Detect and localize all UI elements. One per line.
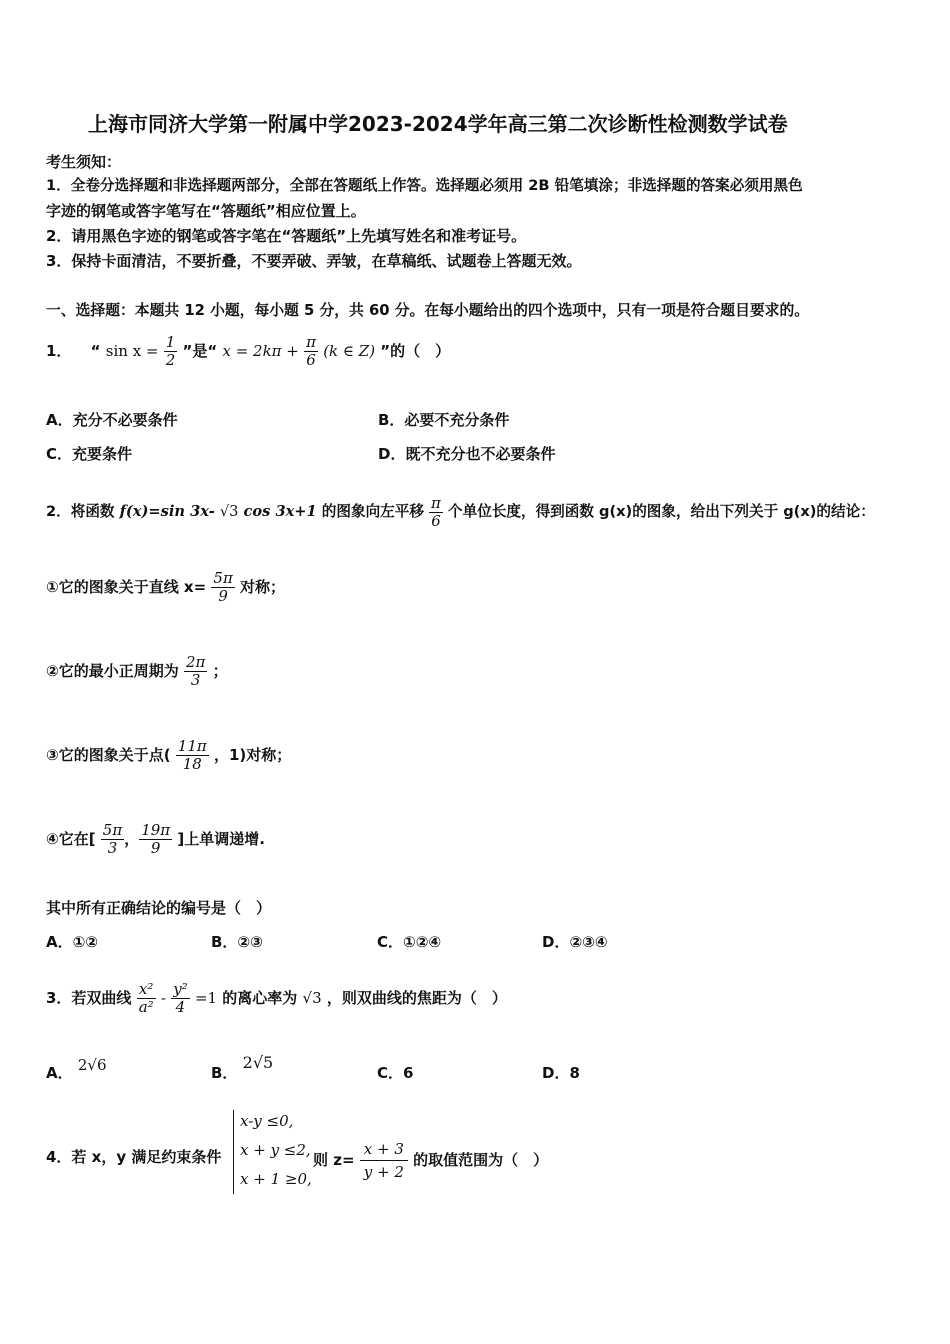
q1-option-a[interactable]: A．充分不必要条件 bbox=[46, 411, 178, 429]
q1-tail: ”的（ ） bbox=[380, 342, 451, 360]
q3-equals-one: =1 bbox=[194, 989, 218, 1007]
q3-a2: a² bbox=[138, 998, 154, 1016]
q2-cos-term: cos 3x+1 bbox=[243, 503, 317, 520]
q3-sqrt3: √3 bbox=[302, 989, 322, 1007]
notice-heading: 考生须知： bbox=[46, 153, 122, 171]
page-title: 上海市同济大学第一附属中学2023-2024学年高三第二次诊断性检测数学试卷 bbox=[88, 112, 788, 136]
q2-conclusion-1 bbox=[46, 562, 285, 612]
q2-c1-fraction bbox=[211, 570, 234, 605]
q2-shift-num: π bbox=[431, 493, 441, 512]
q3-option-b-value: 2√5 bbox=[242, 1053, 274, 1072]
q2-c3-num: 11π bbox=[177, 737, 207, 755]
q3-y-fraction bbox=[171, 981, 190, 1016]
question-3 bbox=[46, 972, 507, 1024]
q2-c3-fraction bbox=[176, 738, 209, 773]
q2-option-a[interactable]: A．①② bbox=[46, 933, 99, 951]
q1-expression: x = 2kπ + bbox=[222, 342, 299, 360]
q4-num: x + 3 bbox=[360, 1138, 408, 1161]
q3-option-a-label: A． bbox=[46, 1064, 73, 1082]
q2-c4-lead: ④它在[ bbox=[46, 830, 96, 848]
q4-objective bbox=[313, 1138, 549, 1181]
q2-option-b[interactable]: B．②③ bbox=[211, 933, 263, 951]
q3-option-a-value: 2√6 bbox=[77, 1056, 107, 1074]
q2-c2-den: 3 bbox=[190, 671, 201, 689]
q1-mid: ”是“ bbox=[182, 342, 218, 360]
q2-shift-den: 6 bbox=[431, 511, 441, 530]
q1-pi-num: π bbox=[306, 333, 316, 351]
q2-c2-num: 2π bbox=[185, 653, 206, 671]
q1-number: 1． bbox=[46, 342, 72, 360]
q1-pi-den: 6 bbox=[306, 351, 316, 369]
q3-option-b-label: B． bbox=[211, 1064, 238, 1082]
q1-option-c[interactable]: C．充要条件 bbox=[46, 445, 133, 463]
q4-constraint-3: x + 1 ≥0, bbox=[240, 1170, 312, 1188]
q3-option-b[interactable] bbox=[211, 1053, 274, 1083]
q1-half-den: 2 bbox=[165, 351, 176, 369]
question-1 bbox=[46, 331, 450, 371]
q2-conclusion-4 bbox=[46, 814, 265, 864]
q1-half-num: 1 bbox=[165, 333, 176, 351]
q4-fraction bbox=[360, 1138, 408, 1183]
q3-x-fraction bbox=[137, 981, 156, 1016]
q4-constraint-2: x + y ≤2, bbox=[240, 1141, 311, 1159]
q2-c4-fraction-2 bbox=[139, 822, 172, 857]
q2-c2-fraction bbox=[184, 654, 207, 689]
q3-option-d[interactable]: D．8 bbox=[542, 1064, 580, 1082]
q3-four: 4 bbox=[175, 998, 186, 1016]
q2-c1-lead: ①它的图象关于直线 x= bbox=[46, 578, 207, 596]
q2-option-c[interactable]: C．①②④ bbox=[377, 933, 442, 951]
q2-ask: 其中所有正确结论的编号是（ ） bbox=[46, 899, 272, 917]
q2-c1-num: 5π bbox=[213, 569, 233, 587]
q2-c3-lead: ③它的图象关于点( bbox=[46, 746, 171, 764]
q4-constraint-1: x-y ≤0, bbox=[240, 1112, 294, 1130]
q2-sqrt3: √3 bbox=[219, 503, 239, 520]
q3-x2: x² bbox=[137, 981, 156, 999]
q4-tail: 的取值范围为（ ） bbox=[413, 1151, 549, 1169]
q3-y2: y² bbox=[173, 980, 188, 998]
section-heading: 一、选择题：本题共 12 小题，每小题 5 分，共 60 分。在每小题给出的四个选项中，只有一项是符合题目要求的。 bbox=[46, 302, 810, 319]
q2-c2-tail: ； bbox=[212, 662, 228, 680]
q1-half-fraction bbox=[164, 334, 178, 369]
q4-mid: 则 z= bbox=[313, 1151, 355, 1169]
q2-conclusion-2 bbox=[46, 646, 228, 696]
q2-c4-fraction-1 bbox=[101, 822, 124, 857]
q2-c4-num-1: 5π bbox=[102, 821, 123, 839]
q2-tail: 个单位长度，得到函数 g(x)的图象，给出下列关于 g(x)的结论： bbox=[448, 503, 875, 520]
q1-open-quote: “ bbox=[90, 342, 101, 360]
q1-option-d[interactable]: D．既不充分也不必要条件 bbox=[378, 445, 556, 463]
q2-option-d[interactable]: D．②③④ bbox=[542, 933, 608, 951]
q4-den: y + 2 bbox=[363, 1163, 404, 1181]
q1-pi-fraction bbox=[304, 334, 318, 369]
q2-lead: 2．将函数 bbox=[46, 503, 115, 520]
q3-tail: ，则双曲线的焦距为（ ） bbox=[326, 989, 507, 1007]
q2-c4-den-1: 3 bbox=[107, 839, 118, 857]
question-2 bbox=[46, 486, 875, 538]
q2-shift-fraction bbox=[429, 495, 443, 530]
q1-condition: (k ∈ Z) bbox=[323, 342, 376, 360]
q2-c4-den-2: 9 bbox=[150, 839, 161, 857]
q1-option-b[interactable]: B．必要不充分条件 bbox=[378, 411, 510, 429]
q3-minus: - bbox=[160, 989, 166, 1007]
q3-option-c[interactable]: C．6 bbox=[377, 1064, 414, 1082]
q2-c4-num-2: 19π bbox=[141, 821, 171, 839]
q2-c3-den: 18 bbox=[182, 755, 202, 773]
q3-mid: 的离心率为 bbox=[222, 989, 298, 1007]
q3-lead: 3．若双曲线 bbox=[46, 989, 132, 1007]
q2-mid: 的图象向左平移 bbox=[321, 503, 424, 520]
notice-item-1-line-2: 字迹的钢笔或答字笔写在“答题纸”相应位置上。 bbox=[46, 202, 366, 220]
q2-function: f(x)=sin 3x- bbox=[119, 503, 215, 520]
q2-c1-den: 9 bbox=[218, 587, 228, 605]
q4-lead: 4．若 x，y 满足约束条件 bbox=[46, 1148, 222, 1166]
notice-item-3: 3．保持卡面清洁，不要折叠，不要弄破、弄皱，在草稿纸、试题卷上答题无效。 bbox=[46, 252, 582, 270]
notice-item-1-line-1: 1．全卷分选择题和非选择题两部分，全部在答题纸上作答。选择题必须用 2B 铅笔填涂；非选择题的答案必须用黑色 bbox=[46, 177, 803, 194]
q2-conclusion-3 bbox=[46, 730, 291, 780]
q4-brace bbox=[233, 1110, 234, 1194]
q2-c1-tail: 对称； bbox=[240, 578, 286, 596]
q3-option-a[interactable] bbox=[46, 1056, 107, 1083]
notice-item-2: 2．请用黑色字迹的钢笔或答字笔在“答题纸”上先填写姓名和准考证号。 bbox=[46, 227, 527, 245]
q2-c4-tail: ]上单调递增. bbox=[177, 830, 265, 848]
q1-sinx: sin x = bbox=[105, 342, 159, 360]
q2-c3-tail: ，1)对称； bbox=[213, 746, 292, 764]
q2-c4-comma: ， bbox=[124, 830, 140, 848]
q2-c2-lead: ②它的最小正周期为 bbox=[46, 662, 179, 680]
